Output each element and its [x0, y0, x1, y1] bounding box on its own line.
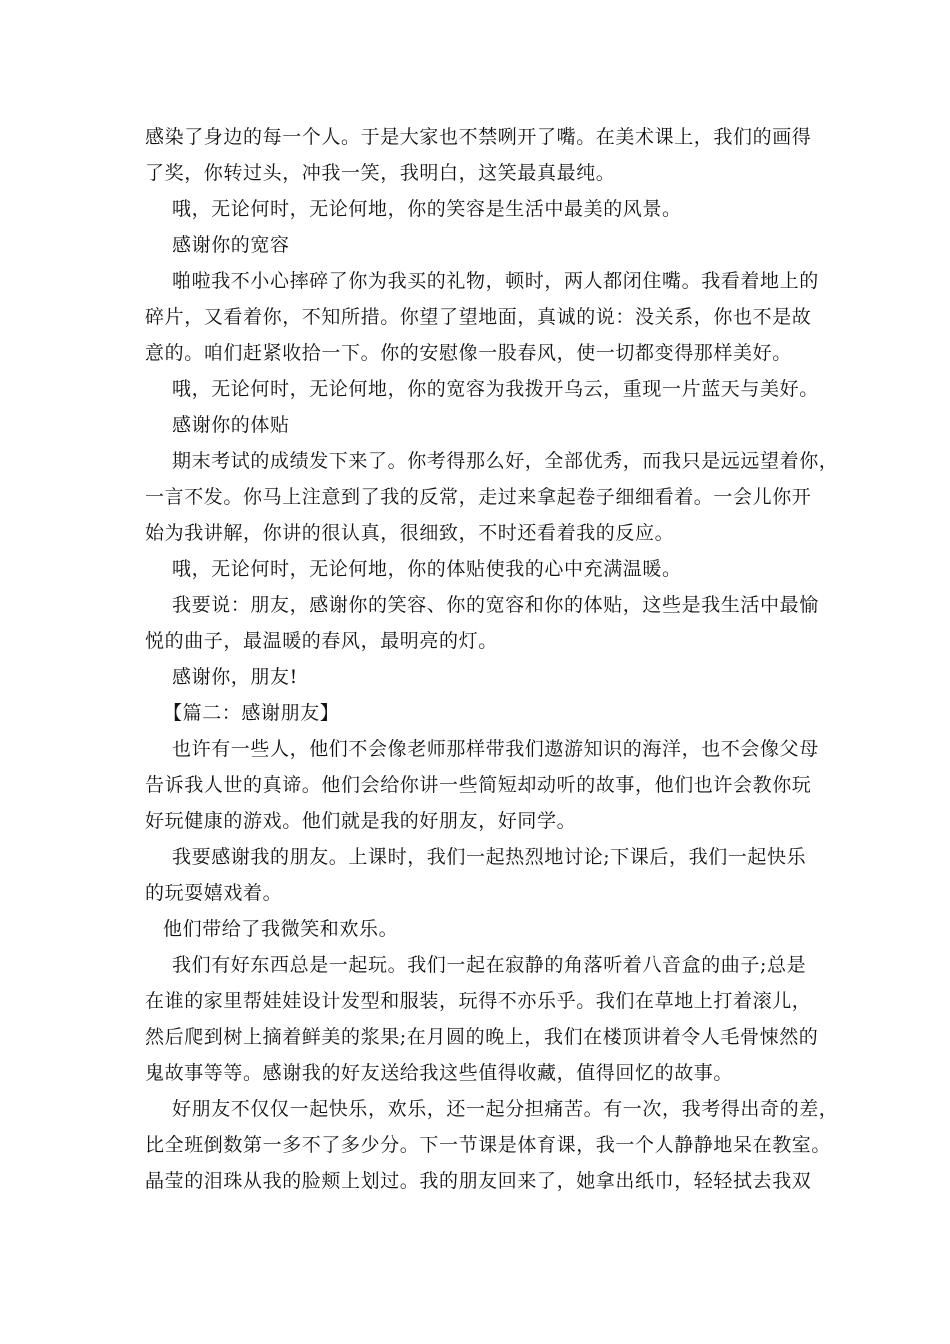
- text-line: 我们有好东西总是一起玩。我们一起在寂静的角落听着八音盒的曲子;总是: [172, 954, 807, 976]
- section-heading: 感谢你的宽容: [172, 234, 290, 256]
- text-line: 意的。咱们赶紧收拾一下。你的安慰像一股春风，使一切都变得那样美好。: [145, 342, 792, 364]
- text-line: 哦，无论何时，无论何地，你的宽容为我拨开乌云，重现一片蓝天与美好。: [172, 378, 819, 400]
- text-line: 的玩耍嬉戏着。: [145, 882, 283, 904]
- text-line: 期末考试的成绩发下来了。你考得那么好，全部优秀，而我只是远远望着你，: [172, 450, 839, 472]
- text-line: 感染了身边的每一个人。于是大家也不禁咧开了嘴。在美术课上，我们的画得: [145, 126, 812, 148]
- text-line: 然后爬到树上摘着鲜美的浆果;在月圆的晚上，我们在楼顶讲着令人毛骨悚然的: [145, 1026, 819, 1048]
- text-line: 碎片，又看着你，不知所措。你望了望地面，真诚的说：没关系，你也不是故: [145, 306, 812, 328]
- text-line: 好朋友不仅仅一起快乐，欢乐，还一起分担痛苦。有一次，我考得出奇的差，: [172, 1098, 839, 1120]
- text-line: 一言不发。你马上注意到了我的反常，走过来拿起卷子细细看着。一会儿你开: [145, 486, 812, 508]
- text-line: 感谢你，朋友!: [172, 666, 298, 688]
- text-line: 哦，无论何时，无论何地，你的笑容是生活中最美的风景。: [172, 198, 682, 220]
- text-line: 鬼故事等等。感谢我的好友送给我这些值得收藏，值得回忆的故事。: [145, 1062, 734, 1084]
- text-line: 我要说：朋友，感谢你的笑容、你的宽容和你的体贴，这些是我生活中最愉: [172, 594, 819, 616]
- text-line: 悦的曲子，最温暖的春风，最明亮的灯。: [145, 630, 498, 652]
- text-line: 在谁的家里帮娃娃设计发型和服装，玩得不亦乐乎。我们在草地上打着滚儿，: [145, 990, 812, 1012]
- text-line: 告诉我人世的真谛。他们会给你讲一些简短却动听的故事，他们也许会教你玩: [145, 774, 812, 796]
- text-line: 了奖，你转过头，冲我一笑，我明白，这笑最真最纯。: [145, 162, 616, 184]
- text-line: 比全班倒数第一多不了多少分。下一节课是体育课，我一个人静静地呆在教室。: [145, 1134, 832, 1156]
- text-line: 哦，无论何时，无论何地，你的体贴使我的心中充满温暖。: [172, 558, 682, 580]
- text-line: 也许有一些人，他们不会像老师那样带我们遨游知识的海洋，也不会像父母: [172, 738, 819, 760]
- text-line: 晶莹的泪珠从我的脸颊上划过。我的朋友回来了，她拿出纸巾，轻轻拭去我双: [145, 1170, 812, 1192]
- text-line: 我要感谢我的朋友。上课时，我们一起热烈地讨论;下课后，我们一起快乐: [172, 846, 807, 868]
- text-line: 啪啦我不小心摔碎了你为我买的礼物，顿时，两人都闭住嘴。我看着地上的: [172, 270, 819, 292]
- text-line: 他们带给了我微笑和欢乐。: [163, 918, 399, 940]
- text-line: 好玩健康的游戏。他们就是我的好朋友，好同学。: [145, 810, 577, 832]
- section-heading: 感谢你的体贴: [172, 414, 290, 436]
- article-heading: 【篇二：感谢朋友】: [163, 702, 340, 724]
- text-line: 始为我讲解，你讲的很认真，很细致，不时还看着我的反应。: [145, 522, 675, 544]
